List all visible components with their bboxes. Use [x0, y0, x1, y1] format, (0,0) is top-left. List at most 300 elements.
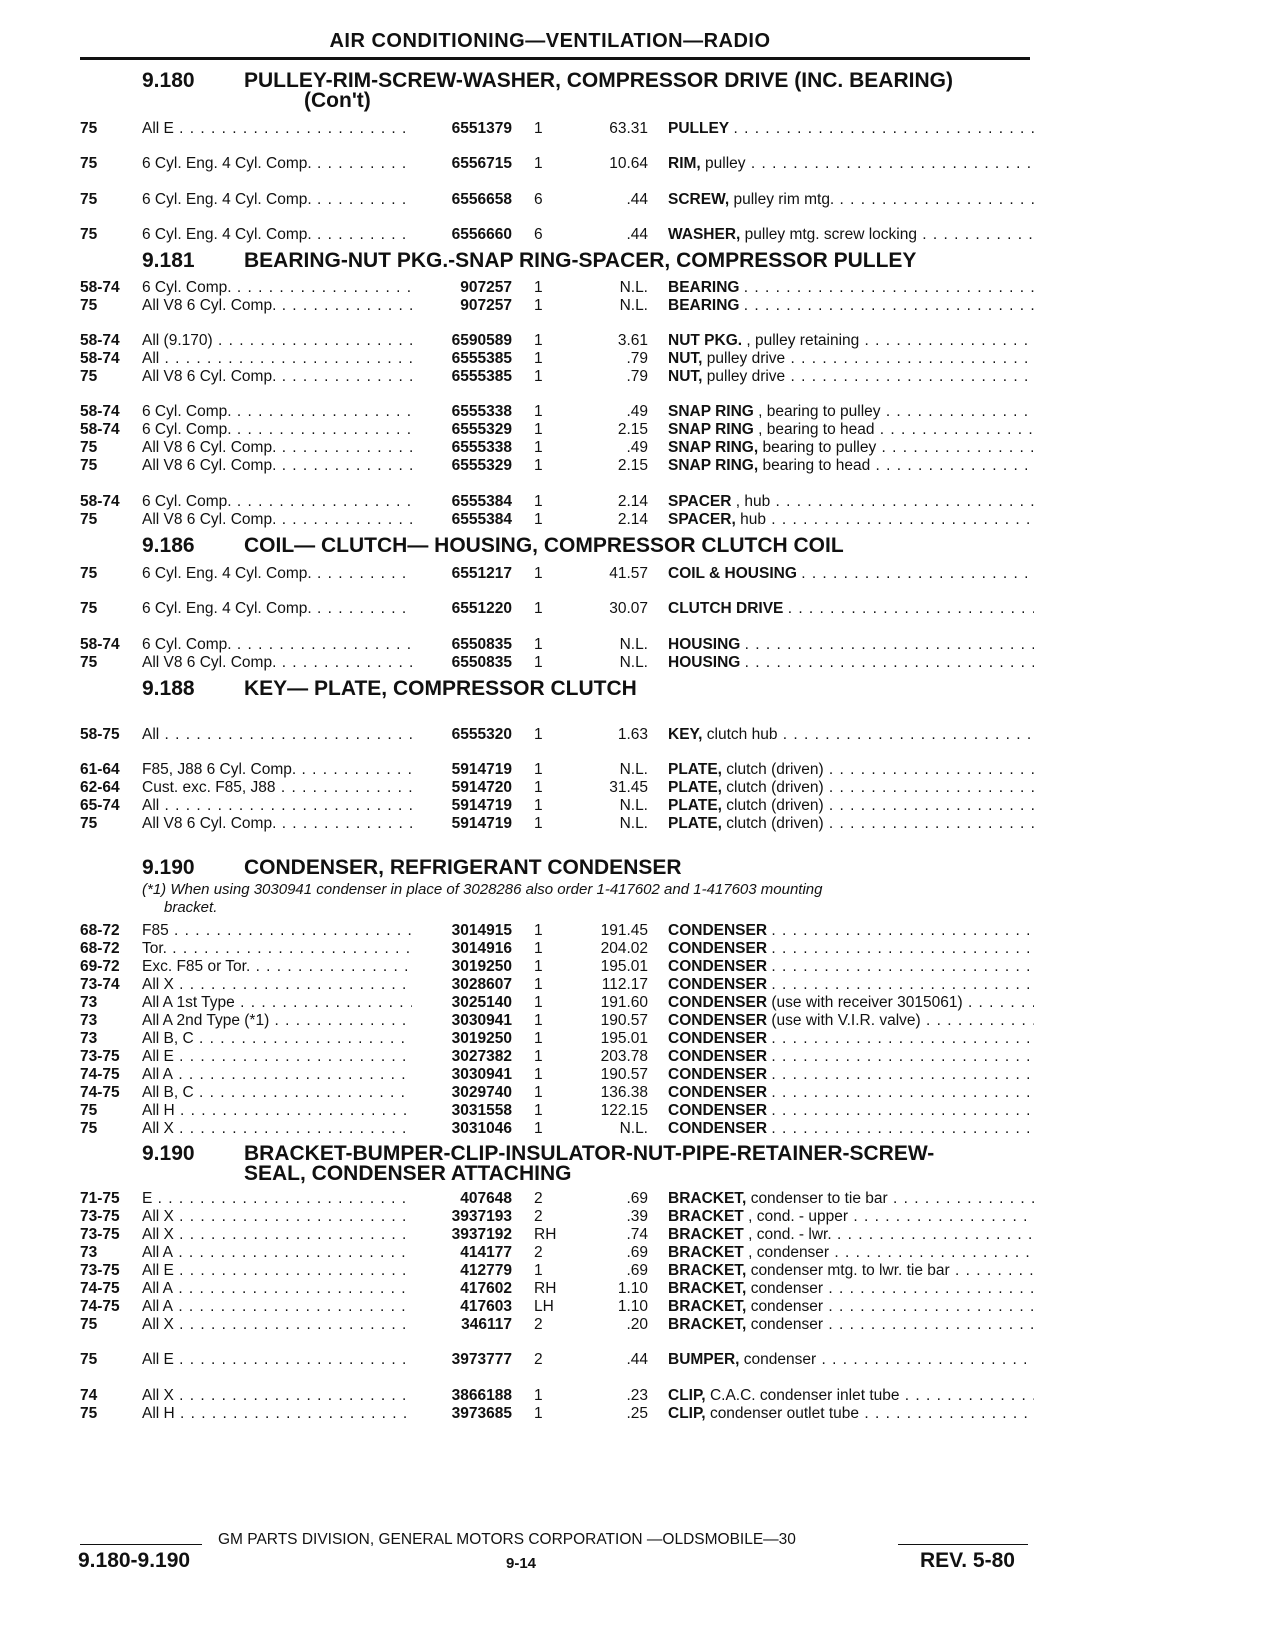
footer-revision: REV. 5-80	[920, 1549, 1015, 1572]
application: Tor. . . .	[142, 939, 412, 958]
description	[668, 760, 1034, 779]
application: All E . . .	[142, 119, 412, 138]
part-detail	[771, 1084, 1034, 1101]
price: 31.45	[609, 779, 648, 796]
price: .44	[626, 191, 648, 208]
part-detail: condenser . . .	[751, 1316, 1034, 1333]
parts-row	[0, 635, 1280, 654]
application: All A . . .	[142, 1065, 412, 1084]
part-detail: (use with receiver 3015061) . . .	[771, 994, 1034, 1011]
application: All X . . .	[142, 1119, 412, 1138]
price: 10.64	[609, 155, 648, 172]
parts-row	[0, 564, 1280, 583]
price: .44	[626, 1351, 648, 1368]
quantity: 1	[534, 350, 543, 367]
application: All E . . .	[142, 1261, 412, 1280]
application: All A . . .	[142, 1297, 412, 1316]
quantity: 1	[534, 761, 543, 778]
part-name: CONDENSER	[668, 1030, 768, 1047]
quantity: 2	[534, 1316, 543, 1333]
quantity: 1	[534, 279, 543, 296]
quantity: 1	[534, 797, 543, 814]
part-name: CONDENSER	[668, 1048, 768, 1065]
application: All X . . .	[142, 1386, 412, 1405]
application: Exc. F85 or Tor. . . .	[142, 957, 412, 976]
part-detail: pulley drive . . .	[707, 368, 1034, 385]
parts-row	[0, 349, 1280, 368]
model-year: 75	[80, 297, 98, 314]
price: N.L.	[619, 279, 648, 296]
quantity: 2	[534, 1208, 543, 1225]
quantity: 1	[534, 779, 543, 796]
description	[668, 1065, 1034, 1084]
part-name: PLATE,	[668, 761, 722, 778]
price: .49	[626, 439, 648, 456]
parts-row	[0, 1029, 1280, 1048]
parts-row	[0, 1261, 1280, 1280]
part-name: HOUSING	[668, 636, 741, 653]
model-year: 73-75	[80, 1226, 120, 1243]
model-year: 75	[80, 1316, 98, 1333]
parts-row	[0, 814, 1280, 833]
application: All . . .	[142, 725, 412, 744]
part-detail	[771, 1048, 1034, 1065]
price: .39	[626, 1208, 648, 1225]
part-detail	[771, 1120, 1034, 1137]
model-year: 74	[80, 1387, 98, 1404]
part-detail	[771, 1102, 1034, 1119]
part-detail: condenser . . .	[751, 1280, 1034, 1297]
description	[668, 957, 1034, 976]
description	[668, 492, 1034, 511]
price: 2.14	[617, 493, 648, 510]
part-number: 3014916	[451, 940, 512, 957]
model-year: 71-75	[80, 1190, 120, 1207]
parts-row	[0, 957, 1280, 976]
quantity: 1	[534, 511, 543, 528]
model-year: 58-74	[80, 403, 120, 420]
part-detail: condenser to tie bar . . .	[751, 1190, 1034, 1207]
application: All X . . .	[142, 975, 412, 994]
part-name: BRACKET,	[668, 1190, 747, 1207]
description	[668, 1279, 1034, 1298]
part-detail: , bearing to pulley . . .	[758, 403, 1034, 420]
price: N.L.	[619, 636, 648, 653]
parts-row	[0, 939, 1280, 958]
model-year: 75	[80, 1351, 98, 1368]
application: All . . .	[142, 796, 412, 815]
part-name: BRACKET,	[668, 1298, 747, 1315]
parts-row	[0, 599, 1280, 618]
quantity: 1	[534, 368, 543, 385]
price: .25	[626, 1405, 648, 1422]
price: .23	[626, 1387, 648, 1404]
price: N.L.	[619, 654, 648, 671]
application: 6 Cyl. Comp. . . .	[142, 420, 412, 439]
quantity: 1	[534, 297, 543, 314]
part-number: 407648	[460, 1190, 512, 1207]
price: .79	[626, 350, 648, 367]
price: .79	[626, 368, 648, 385]
model-year: 65-74	[80, 797, 120, 814]
model-year: 74-75	[80, 1066, 120, 1083]
price: 195.01	[600, 958, 648, 975]
part-detail: condenser . . .	[744, 1351, 1034, 1368]
price: 2.15	[617, 457, 648, 474]
application: All V8 6 Cyl. Comp. . . .	[142, 510, 412, 529]
part-number: 6590589	[451, 332, 512, 349]
description	[668, 1119, 1034, 1138]
description	[668, 939, 1034, 958]
part-detail	[771, 958, 1034, 975]
description	[668, 993, 1034, 1012]
price: 63.31	[609, 120, 648, 137]
parts-row	[0, 492, 1280, 511]
part-number: 5914719	[451, 797, 512, 814]
parts-row	[0, 1011, 1280, 1030]
part-number: 6555338	[451, 439, 512, 456]
part-number: 3019250	[451, 958, 512, 975]
application: 6 Cyl. Comp. . . .	[142, 492, 412, 511]
description	[668, 402, 1034, 421]
model-year: 58-74	[80, 279, 120, 296]
parts-row	[0, 1243, 1280, 1262]
part-name: CONDENSER	[668, 1066, 768, 1083]
application: All V8 6 Cyl. Comp. . . .	[142, 456, 412, 475]
part-detail	[788, 600, 1034, 617]
quantity: 1	[534, 940, 543, 957]
parts-row	[0, 225, 1280, 244]
header-rule	[80, 57, 1030, 60]
model-year: 75	[80, 155, 98, 172]
application: F85, J88 6 Cyl. Comp. . . .	[142, 760, 412, 779]
section-title: BEARING-NUT PKG.-SNAP RING-SPACER, COMPRESSOR PULLEY	[244, 249, 917, 272]
price: 136.38	[600, 1084, 648, 1101]
parts-row	[0, 778, 1280, 797]
part-detail	[771, 1066, 1034, 1083]
model-year: 73	[80, 994, 98, 1011]
section-title: KEY— PLATE, COMPRESSOR CLUTCH	[244, 677, 637, 700]
quantity: 1	[534, 1102, 543, 1119]
part-number: 346117	[461, 1316, 512, 1333]
section-title: COIL— CLUTCH— HOUSING, COMPRESSOR CLUTCH COIL	[244, 534, 844, 557]
model-year: 58-74	[80, 421, 120, 438]
application: All V8 6 Cyl. Comp. . . .	[142, 438, 412, 457]
description	[668, 1083, 1034, 1102]
parts-row	[0, 1315, 1280, 1334]
price: N.L.	[619, 1120, 648, 1137]
footer-page-number: 9-14	[506, 1555, 537, 1572]
description	[668, 1243, 1034, 1262]
part-name: CONDENSER	[668, 1012, 768, 1029]
parts-row	[0, 1279, 1280, 1298]
application: Cust. exc. F85, J88 . . .	[142, 778, 412, 797]
part-detail: , cond. - upper . . .	[748, 1208, 1034, 1225]
section-footnote-continued	[142, 899, 1042, 917]
description	[668, 796, 1034, 815]
description	[668, 921, 1034, 940]
quantity: 1	[534, 654, 543, 671]
part-name: CONDENSER	[668, 994, 768, 1011]
application: 6 Cyl. Eng. 4 Cyl. Comp. . . .	[142, 225, 412, 244]
description	[668, 190, 1034, 209]
quantity: 1	[534, 439, 543, 456]
part-name: BRACKET,	[668, 1280, 747, 1297]
application: All V8 6 Cyl. Comp. . . .	[142, 296, 412, 315]
price: 41.57	[609, 565, 648, 582]
price: 2.14	[617, 511, 648, 528]
part-name: SCREW,	[668, 191, 730, 208]
application: All X . . .	[142, 1207, 412, 1226]
model-year: 68-72	[80, 922, 120, 939]
part-name: SNAP RING	[668, 421, 754, 438]
part-number: 3028607	[451, 976, 512, 993]
parts-row	[0, 367, 1280, 386]
part-number: 6555385	[451, 368, 512, 385]
description	[668, 1101, 1034, 1120]
part-number: 6555329	[451, 421, 512, 438]
description	[668, 599, 1034, 618]
parts-row	[0, 1404, 1280, 1423]
quantity: 1	[534, 120, 543, 137]
part-detail: clutch (driven) . . .	[726, 761, 1034, 778]
price: .74	[626, 1226, 648, 1243]
application: All X . . .	[142, 1315, 412, 1334]
part-detail: clutch hub . . .	[707, 726, 1034, 743]
quantity: 1	[534, 1048, 543, 1065]
part-name: SPACER,	[668, 511, 736, 528]
part-number: 3866188	[451, 1387, 512, 1404]
model-year: 75	[80, 815, 98, 832]
description	[668, 225, 1034, 244]
part-number: 3973685	[451, 1405, 512, 1422]
part-detail	[745, 654, 1034, 671]
application: All H . . .	[142, 1404, 412, 1423]
price: 112.17	[601, 976, 648, 993]
part-detail: condenser outlet tube . . .	[710, 1405, 1034, 1422]
part-number: 6551220	[451, 600, 512, 617]
part-name: CONDENSER	[668, 922, 768, 939]
parts-row	[0, 154, 1280, 173]
application: All E . . .	[142, 1350, 412, 1369]
parts-row	[0, 993, 1280, 1012]
price: 190.57	[600, 1066, 648, 1083]
price: 1.10	[617, 1298, 648, 1315]
application: All B, C . . .	[142, 1083, 412, 1102]
parts-row	[0, 402, 1280, 421]
part-number: 6555338	[451, 403, 512, 420]
parts-row	[0, 796, 1280, 815]
application: All . . .	[142, 349, 412, 368]
part-number: 3030941	[451, 1066, 512, 1083]
price: 30.07	[609, 600, 648, 617]
parts-row	[0, 1101, 1280, 1120]
part-number: 3030941	[451, 1012, 512, 1029]
part-number: 3031046	[451, 1120, 512, 1137]
part-name: CONDENSER	[668, 958, 768, 975]
model-year: 75	[80, 1120, 98, 1137]
parts-row	[0, 278, 1280, 297]
description	[668, 438, 1034, 457]
section-title: PULLEY-RIM-SCREW-WASHER, COMPRESSOR DRIVE (INC. BEARING)	[244, 69, 953, 92]
model-year: 75	[80, 120, 98, 137]
part-detail	[733, 120, 1034, 137]
description	[668, 725, 1034, 744]
parts-row	[0, 1189, 1280, 1208]
part-name: COIL & HOUSING	[668, 565, 797, 582]
part-detail	[771, 976, 1034, 993]
quantity: 1	[534, 493, 543, 510]
price: 203.78	[600, 1048, 648, 1065]
description	[668, 510, 1034, 529]
description	[668, 456, 1034, 475]
part-name: PLATE,	[668, 779, 722, 796]
quantity: 1	[534, 457, 543, 474]
part-detail: , pulley retaining . . .	[746, 332, 1034, 349]
model-year: 73-74	[80, 976, 120, 993]
model-year: 75	[80, 565, 98, 582]
part-name: BEARING	[668, 297, 740, 314]
price: .69	[626, 1190, 648, 1207]
part-detail: bearing to head . . .	[762, 457, 1034, 474]
description	[668, 1386, 1034, 1405]
quantity: 6	[534, 191, 543, 208]
parts-row	[0, 1207, 1280, 1226]
model-year: 58-75	[80, 726, 120, 743]
section-title: BRACKET-BUMPER-CLIP-INSULATOR-NUT-PIPE-RETAINER-SCREW-	[244, 1142, 935, 1165]
part-detail	[745, 636, 1034, 653]
application: All A . . .	[142, 1279, 412, 1298]
part-detail: pulley drive . . .	[707, 350, 1034, 367]
footnote-line2: bracket.	[164, 899, 218, 916]
section-number: 9.186	[142, 534, 195, 557]
part-detail: clutch (driven) . . .	[726, 815, 1034, 832]
price: .44	[626, 226, 648, 243]
part-name: CONDENSER	[668, 1102, 768, 1119]
model-year: 58-74	[80, 493, 120, 510]
parts-row	[0, 119, 1280, 138]
model-year: 73	[80, 1244, 98, 1261]
section-number: 9.188	[142, 677, 195, 700]
quantity: 1	[534, 994, 543, 1011]
part-number: 6556715	[451, 155, 512, 172]
description	[668, 154, 1034, 173]
part-name: CONDENSER	[668, 1120, 768, 1137]
part-name: WASHER,	[668, 226, 741, 243]
part-name: BRACKET	[668, 1226, 744, 1243]
quantity: 1	[534, 815, 543, 832]
application: All A . . .	[142, 1243, 412, 1262]
part-number: 3973777	[451, 1351, 512, 1368]
quantity: 1	[534, 600, 543, 617]
quantity: 1	[534, 976, 543, 993]
quantity: 1	[534, 403, 543, 420]
part-detail: pulley . . .	[705, 155, 1034, 172]
part-detail: , cond. - lwr. . . .	[748, 1226, 1034, 1243]
part-number: 6555385	[451, 350, 512, 367]
part-number: 417603	[460, 1298, 512, 1315]
description	[668, 349, 1034, 368]
part-name: CLIP,	[668, 1405, 706, 1422]
section-title: CONDENSER, REFRIGERANT CONDENSER	[244, 856, 682, 879]
model-year: 73-75	[80, 1262, 120, 1279]
part-detail	[771, 922, 1034, 939]
parts-row	[0, 975, 1280, 994]
description	[668, 278, 1034, 297]
part-number: 6555384	[451, 493, 512, 510]
parts-row	[0, 438, 1280, 457]
parts-row	[0, 653, 1280, 672]
part-detail	[744, 279, 1034, 296]
part-detail: condenser mtg. to lwr. tie bar . . .	[751, 1262, 1034, 1279]
model-year: 75	[80, 191, 98, 208]
quantity: 1	[534, 1120, 543, 1137]
part-number: 6550835	[451, 636, 512, 653]
quantity: 6	[534, 226, 543, 243]
parts-row	[0, 1386, 1280, 1405]
part-detail	[771, 940, 1034, 957]
part-name: KEY,	[668, 726, 703, 743]
part-number: 907257	[460, 297, 512, 314]
description	[668, 296, 1034, 315]
quantity: RH	[534, 1280, 557, 1297]
price: N.L.	[619, 797, 648, 814]
application: 6 Cyl. Comp. . . .	[142, 635, 412, 654]
price: 191.60	[600, 994, 648, 1011]
part-number: 3937192	[451, 1226, 512, 1243]
part-number: 5914719	[451, 815, 512, 832]
parts-row	[0, 725, 1280, 744]
part-name: SNAP RING,	[668, 439, 759, 456]
description	[668, 1404, 1034, 1423]
application: All A 1st Type . . .	[142, 993, 412, 1012]
description	[668, 1350, 1034, 1369]
part-number: 6551379	[451, 120, 512, 137]
price: .49	[626, 403, 648, 420]
part-number: 417602	[460, 1280, 512, 1297]
part-detail: (use with V.I.R. valve) . . .	[771, 1012, 1034, 1029]
part-name: SNAP RING,	[668, 457, 759, 474]
part-name: RIM,	[668, 155, 701, 172]
parts-row	[0, 921, 1280, 940]
part-name: BRACKET	[668, 1244, 744, 1261]
model-year: 73-75	[80, 1048, 120, 1065]
description	[668, 564, 1034, 583]
part-detail: , bearing to head . . .	[758, 421, 1034, 438]
section-number: 9.181	[142, 249, 195, 272]
parts-row	[0, 760, 1280, 779]
description	[668, 814, 1034, 833]
model-year: 74-75	[80, 1298, 120, 1315]
application: 6 Cyl. Comp. . . .	[142, 402, 412, 421]
model-year: 75	[80, 1102, 98, 1119]
quantity: 2	[534, 1190, 543, 1207]
part-number: 5914720	[451, 779, 512, 796]
price: 195.01	[600, 1030, 648, 1047]
part-number: 3937193	[451, 1208, 512, 1225]
section-number: 9.190	[142, 856, 195, 879]
quantity: 1	[534, 922, 543, 939]
quantity: 1	[534, 958, 543, 975]
part-name: NUT,	[668, 368, 703, 385]
model-year: 58-74	[80, 636, 120, 653]
quantity: 1	[534, 1030, 543, 1047]
part-name: BRACKET,	[668, 1316, 747, 1333]
parts-row	[0, 420, 1280, 439]
model-year: 68-72	[80, 940, 120, 957]
application: 6 Cyl. Eng. 4 Cyl. Comp. . . .	[142, 564, 412, 583]
section-number: 9.180	[142, 69, 195, 92]
